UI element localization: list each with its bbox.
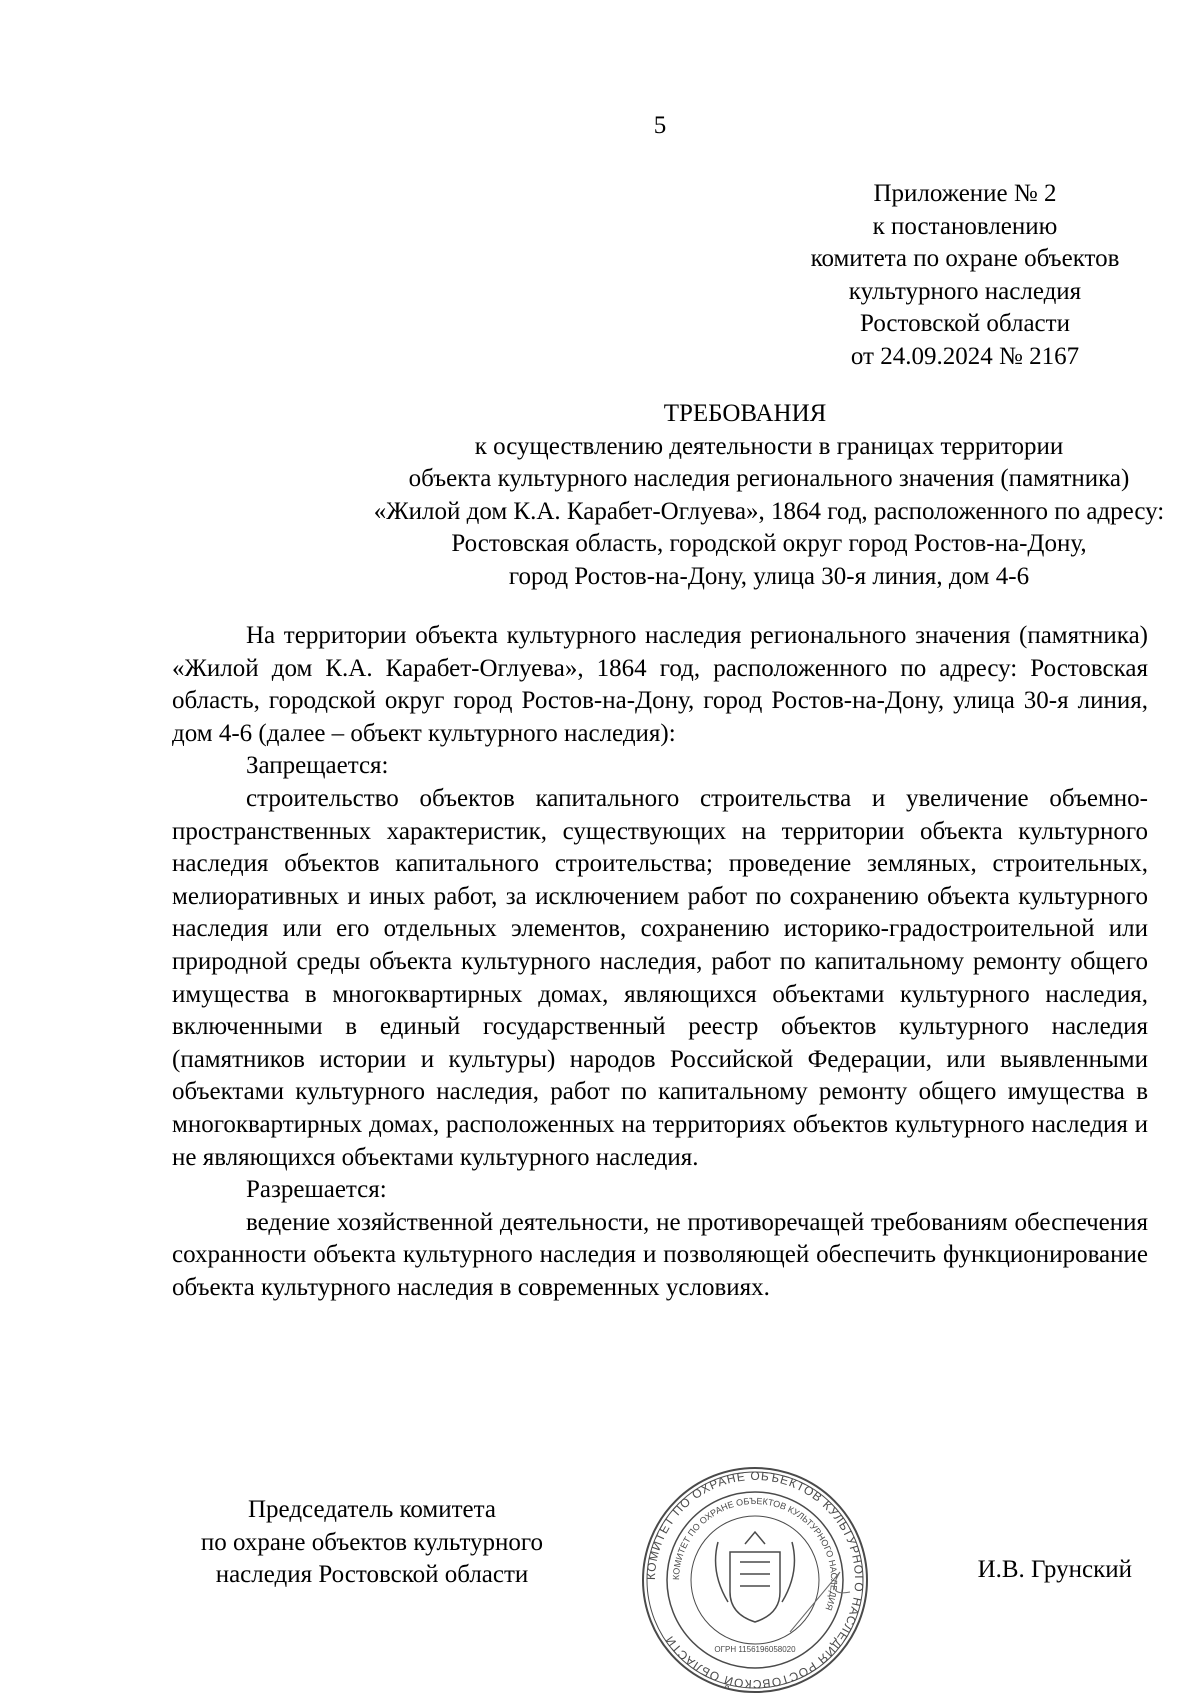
document-heading xyxy=(172,398,1200,594)
allowed-paragraph: ведение хозяйственной деятельности, не противоречащей требованиям обеспечения сохранности объекта культурного наследия и позволяющей обеспечить функционирование объекта культурного наследия в современных условиях. xyxy=(172,1208,1148,1301)
signatory-name: И.В. Грунский xyxy=(977,1556,1132,1583)
document-body xyxy=(172,620,1148,1304)
seal-outer-text: КОМИТЕТ ПО ОХРАНЕ ОБЪЕКТОВ КУЛЬТУРНОГО НАСЛЕДИЯ РОСТОВСКОЙ ОБЛАСТИ xyxy=(643,1468,867,1692)
appendix-line: к постановлению xyxy=(872,212,1058,240)
prohibited-paragraph: строительство объектов капитального строительства и увеличение объемно-пространственных характеристик, существующих на территории объекта культурного наследия объектов капитального строительства; проведение земляных, строительных, мелиоративных и иных работ, за исключением работ по сохранению объекта культурного наследия или его отдельных элементов, сохранению историко-градостроительной или природной среды объекта культурного наследия, работ по капитальному ремонту общего имущества в многоквартирных домах, являющихся объектами культурного наследия, включенными в единый государственный реестр объектов культурного наследия (памятников истории и культуры) народов Российской Федерации, или выявленными объектами культурного наследия, работ по капитальному ремонту общего имущества в многоквартирных домах, расположенных на территориях объектов культурного наследия и не являющихся объектами культурного наследия. xyxy=(172,784,1148,1171)
intro-paragraph: На территории объекта культурного наследия регионального значения (памятника) «Жилой дом К.А. Карабет-Оглуева», 1864 год, расположенного по адресу: Ростовская область, городской округ город Ростов-на-Дону, город Ростов-на-Дону, улица 30-я линия, дом 4-6 (далее – объект культурного наследия): xyxy=(172,622,1148,747)
prohibited-label: Запрещается: xyxy=(246,752,389,780)
allowed-label: Разрешается: xyxy=(246,1176,387,1204)
appendix-line: от 24.09.2024 № 2167 xyxy=(850,342,1080,370)
signatory-title xyxy=(172,1494,572,1592)
seal-registry-text: ОГРН 1156196058020 xyxy=(714,1645,796,1654)
signatory-title-line: Председатель комитета xyxy=(248,1496,496,1523)
appendix-line: комитета по охране объектов xyxy=(810,245,1120,273)
heading-line: «Жилой дом К.А. Карабет-Оглуева», 1864 год, расположенного по адресу: xyxy=(373,497,1165,525)
document-title: ТРЕБОВАНИЯ xyxy=(663,400,827,427)
coat-of-arms-icon xyxy=(716,1532,795,1622)
appendix-line: Приложение № 2 xyxy=(873,180,1057,207)
signatory-title-line: по охране объектов культурного xyxy=(200,1528,544,1556)
page-number: 5 xyxy=(653,112,667,139)
appendix-line: культурного наследия xyxy=(848,277,1082,305)
heading-line: к осуществлению деятельности в границах территории xyxy=(474,432,1064,460)
heading-line: объекта культурного наследия регионального значения (памятника) xyxy=(408,465,1130,493)
signatory-title-line: наследия Ростовской области xyxy=(215,1561,529,1589)
heading-line: Ростовская область, городской округ город Ростов-на-Дону, xyxy=(451,530,1087,558)
official-seal xyxy=(640,1462,870,1698)
signature-stroke xyxy=(790,1572,850,1632)
appendix-block xyxy=(760,178,1170,374)
appendix-line: Ростовской области xyxy=(860,310,1070,338)
heading-line: город Ростов-на-Дону, улица 30-я линия, дом 4-6 xyxy=(508,562,1030,590)
seal-inner-text: КОМИТЕТ ПО ОХРАНЕ ОБЪЕКТОВ КУЛЬТУРНОГО НАСЛЕДИЯ xyxy=(670,1495,840,1612)
